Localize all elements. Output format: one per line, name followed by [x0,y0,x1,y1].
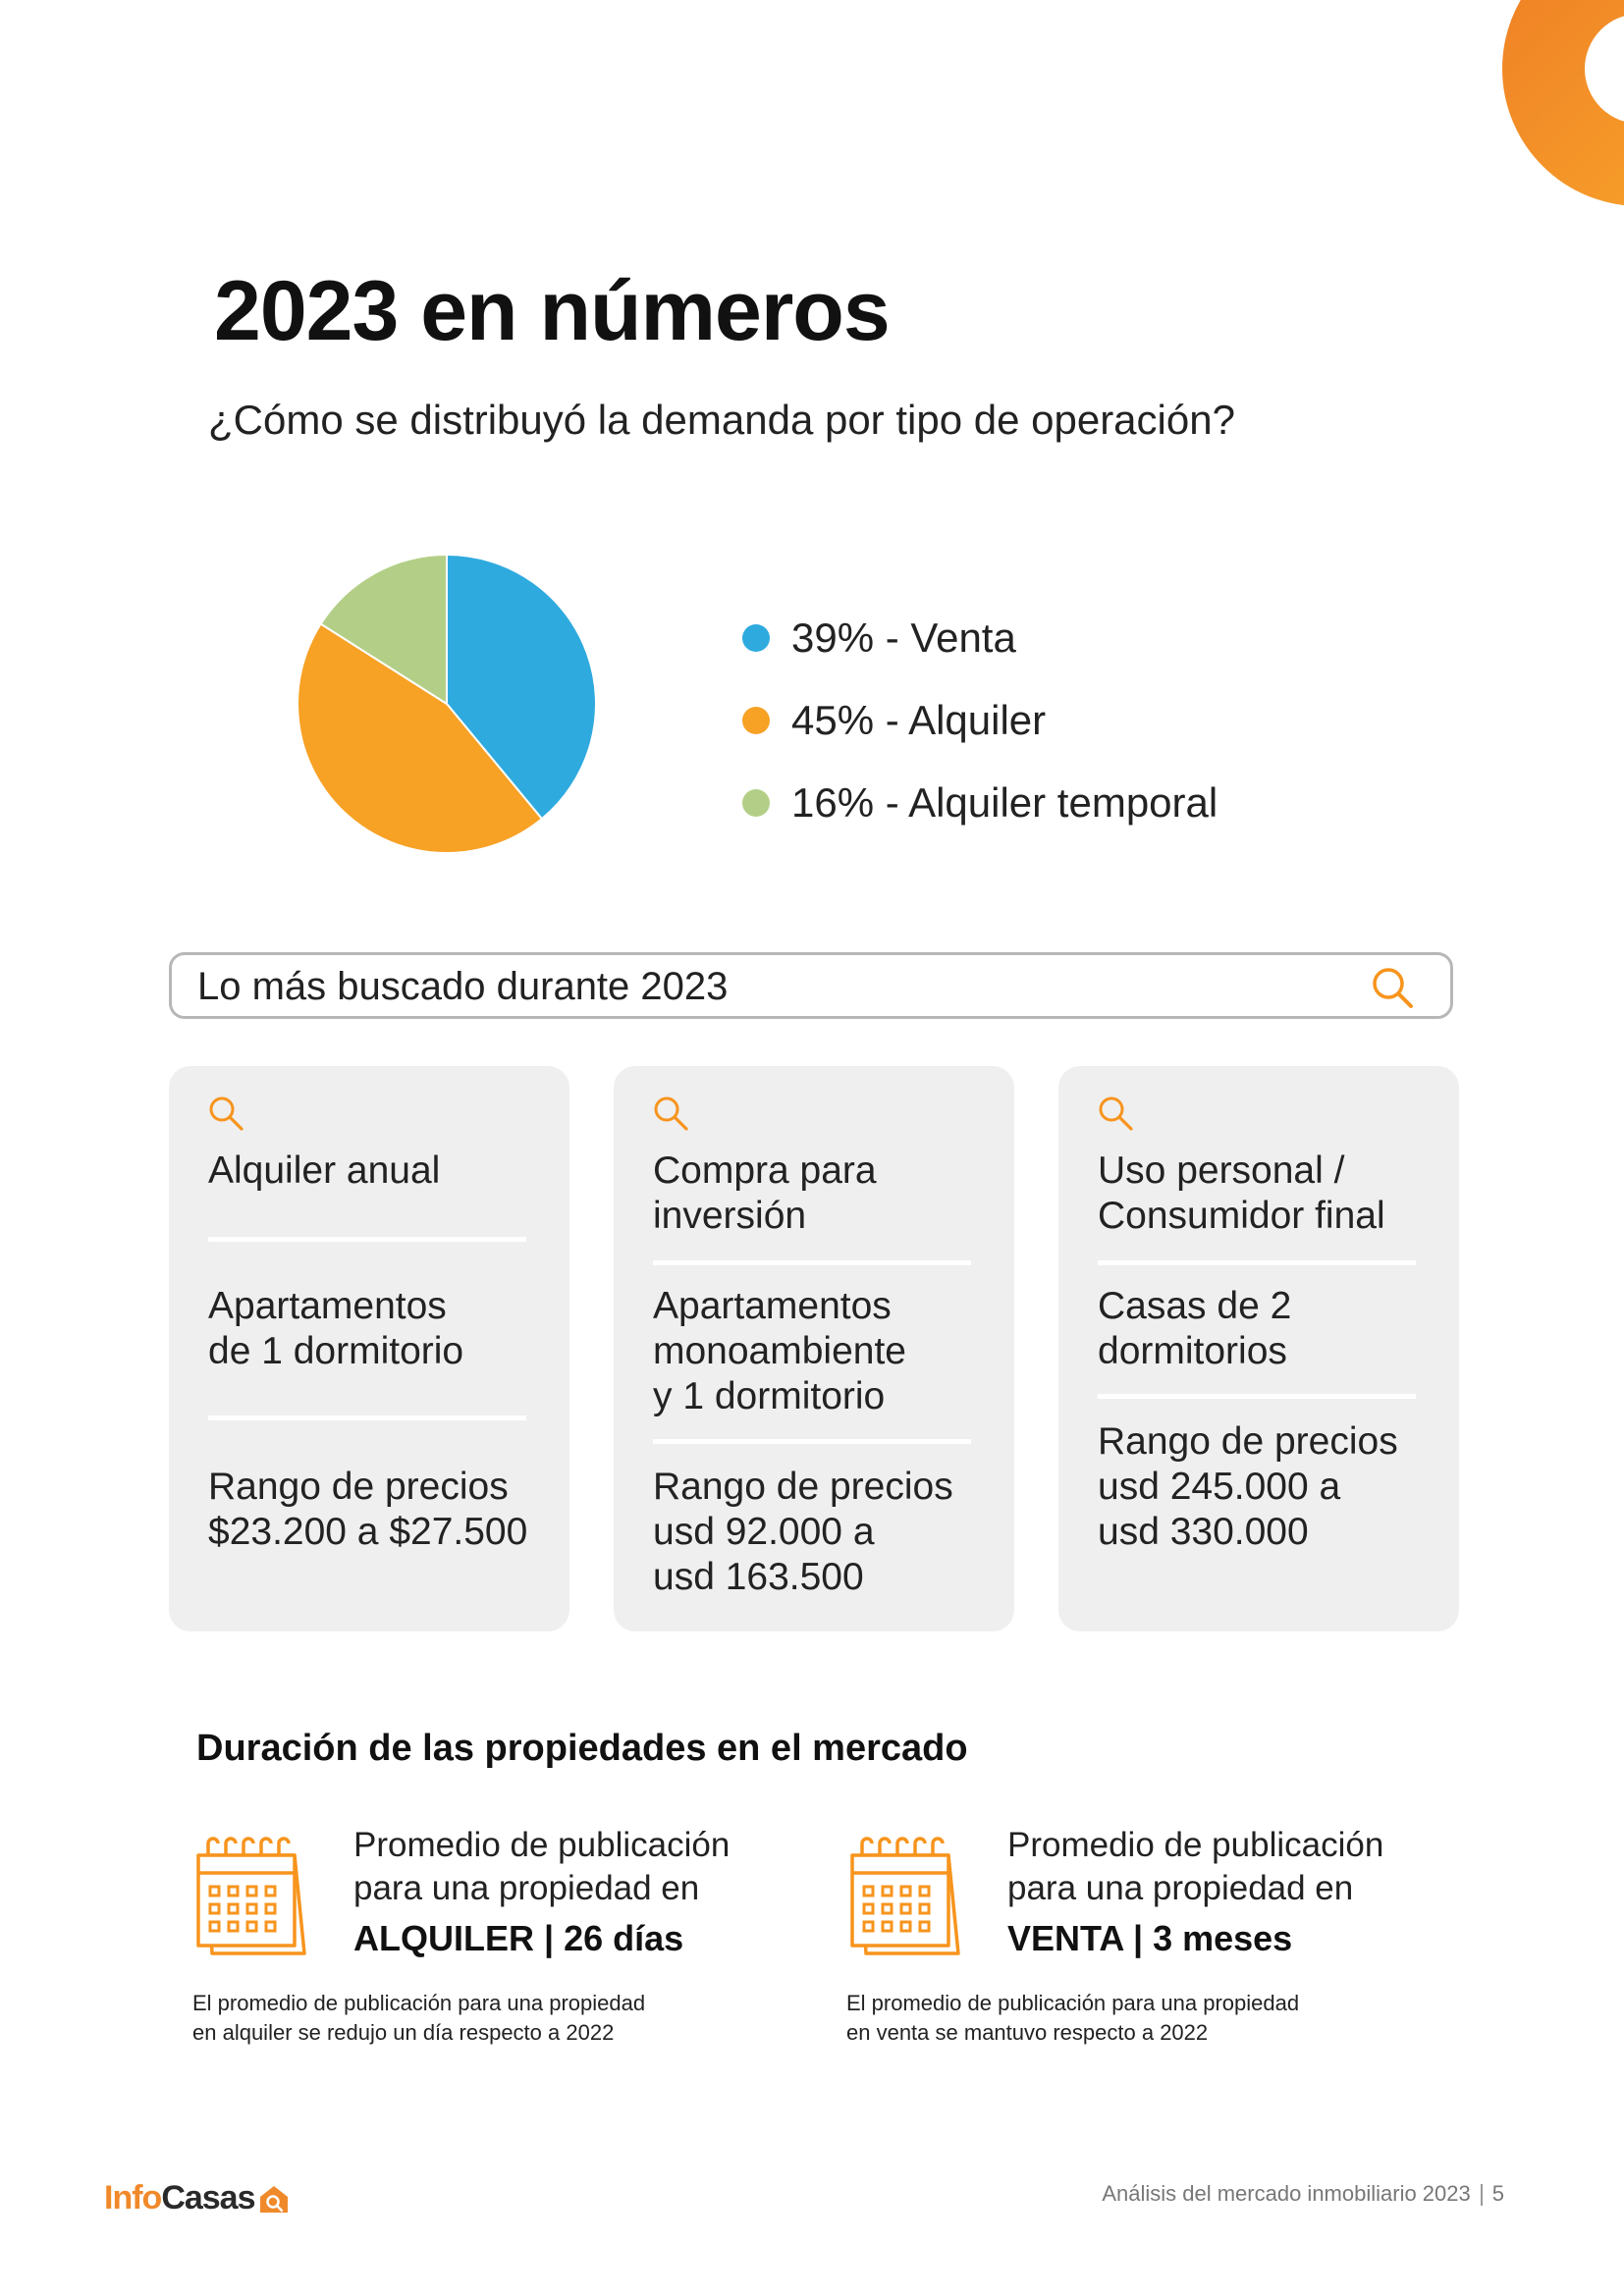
card-price-range: Rango de precios $23.200 a $27.500 [208,1466,528,1553]
calendar-icon [192,1834,320,1961]
legend-label: 45% - Alquiler [791,697,1047,743]
sale-average-text: Promedio de publicación para una propiedad en [1007,1826,1384,1907]
footer-divider [1481,2184,1483,2206]
card-category: Compra para inversión [653,1149,877,1237]
card-divider [208,1237,526,1242]
legend-label: 39% - Venta [791,614,1016,661]
search-card-personal-use [1058,1066,1459,1631]
card-category: Alquiler anual [208,1149,441,1192]
calendar-icon [846,1834,974,1961]
search-bar-text: Lo más buscado durante 2023 [197,965,729,1008]
sale-note: El promedio de publicación para una propiedad en venta se mantuvo respecto a 2022 [846,1991,1300,2045]
legend-item-alquiler [742,679,1218,762]
pie-legend [742,597,1218,844]
card-divider [208,1415,526,1420]
rental-average-value: ALQUILER | 26 días [353,1918,684,1958]
search-icon[interactable] [1370,965,1415,1010]
decorative-orange-arc [1502,0,1624,206]
legend-label: 16% - Alquiler temporal [791,779,1218,826]
card-price-range: Rango de precios usd 92.000 a usd 163.500 [653,1466,953,1598]
card-divider [653,1260,971,1265]
legend-item-alquiler-temporal [742,762,1218,844]
legend-dot [742,707,770,734]
report-title: Análisis del mercado inmobiliario 2023 [1102,2181,1471,2206]
duration-section-title: Duración de las propiedades en el mercado [196,1728,968,1769]
page-footer [1102,2181,1504,2207]
search-icon [1096,1094,1135,1133]
search-bar[interactable] [169,952,1453,1019]
card-divider [1098,1260,1416,1265]
legend-item-venta [742,597,1218,679]
sale-average-value: VENTA | 3 meses [1007,1918,1293,1958]
card-property-type: Apartamentos de 1 dormitorio [208,1285,464,1372]
search-icon [206,1094,245,1133]
page-subtitle: ¿Cómo se distribuyó la demanda por tipo de operación? [208,397,1235,443]
card-divider [653,1439,971,1444]
house-search-icon [257,2182,291,2216]
search-card-annual-rental [169,1066,569,1631]
card-price-range: Rango de precios usd 245.000 a usd 330.000 [1098,1420,1398,1553]
demand-pie-chart [295,552,599,856]
legend-dot [742,624,770,652]
page-title: 2023 en números [214,264,890,358]
card-property-type: Apartamentos monoambiente y 1 dormitorio [653,1285,906,1417]
card-divider [1098,1394,1416,1399]
card-category: Uso personal / Consumidor final [1098,1149,1385,1237]
legend-dot [742,789,770,817]
rental-average-text: Promedio de publicación para una propiedad en [353,1826,731,1907]
search-icon [651,1094,690,1133]
search-card-investment [614,1066,1014,1631]
page-number: 5 [1491,2181,1504,2206]
card-property-type: Casas de 2 dormitorios [1098,1285,1292,1372]
rental-note: El promedio de publicación para una propiedad en alquiler se redujo un día respecto a 2022 [192,1991,646,2045]
infocasas-logo: Info Casas [104,2179,291,2217]
